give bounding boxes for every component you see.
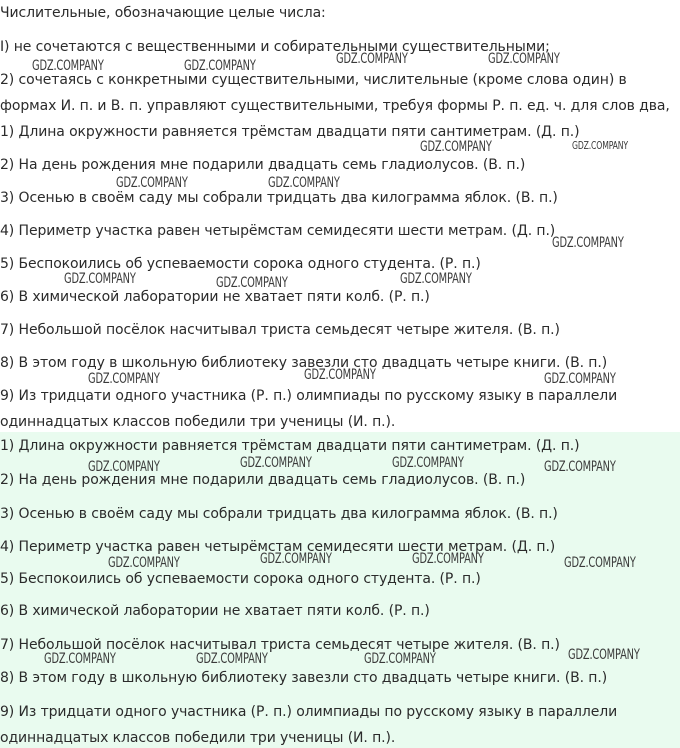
watermark: GDZ.COMPANY [88,371,160,387]
answer-sentence-2: 2) На день рождения мне подарили двадцать семь гладиолусов. (В. п.) [0,472,526,488]
task-sentence-6: 6) В химической лаборатории не хватает пяти колб. (Р. п.) [0,289,430,305]
watermark: GDZ.COMPANY [544,371,616,387]
rule-2-line-2: формах И. п. и В. п. управляют существительными, требуя формы Р. п. ед. ч. для слов два, [0,98,670,114]
answer-sentence-6: 6) В химической лаборатории не хватает пяти колб. (Р. п.) [0,603,430,619]
watermark: GDZ.COMPANY [32,58,104,74]
watermark: GDZ.COMPANY [304,367,376,383]
watermark: GDZ.COMPANY [552,235,624,251]
watermark: GDZ.COMPANY [88,459,160,475]
task-sentence-9-line-2: одиннадцатых классов победили три ученицы (И. п.). [0,414,396,430]
task-sentence-7: 7) Небольшой посёлок насчитывал триста семьдесят четыре жителя. (В. п.) [0,322,560,338]
watermark: GDZ.COMPANY [400,271,472,287]
answer-sentence-7: 7) Небольшой посёлок насчитывал триста семьдесят четыре жителя. (В. п.) [0,637,560,653]
answer-sentence-9-line-2: одиннадцатых классов победили три ученицы (И. п.). [0,730,396,746]
watermark: GDZ.COMPANY [260,551,332,567]
watermark: GDZ.COMPANY [64,271,136,287]
answer-sentence-3: 3) Осенью в своём саду мы собрали тридцать два килограмма яблок. (В. п.) [0,506,558,522]
watermark: GDZ.COMPANY [564,555,636,571]
watermark: GDZ.COMPANY [488,51,560,67]
task-sentence-2: 2) На день рождения мне подарили двадцать семь гладиолусов. (В. п.) [0,157,526,173]
answer-sentence-5: 5) Беспокоились об успеваемости сорока одного студента. (Р. п.) [0,571,481,587]
watermark: GDZ.COMPANY [572,139,628,152]
task-sentence-5: 5) Беспокоились об успеваемости сорока одного студента. (Р. п.) [0,256,481,272]
task-sentence-8: 8) В этом году в школьную библиотеку завезли сто двадцать четыре книги. (В. п.) [0,355,608,371]
watermark: GDZ.COMPANY [108,555,180,571]
watermark: GDZ.COMPANY [568,647,640,663]
watermark: GDZ.COMPANY [268,175,340,191]
watermark: GDZ.COMPANY [240,455,312,471]
watermark: GDZ.COMPANY [364,651,436,667]
rule-1: I) не сочетаются с вещественными и собирательными существительными; [0,39,550,55]
heading: Числительные, обозначающие целые числа: [0,5,326,21]
rule-2-line-1: 2) сочетаясь с конкретными существительными, числительные (кроме слова один) в [0,72,627,88]
task-sentence-9-line-1: 9) Из тридцати одного участника (Р. п.) олимпиады по русскому языку в параллели [0,388,618,404]
watermark: GDZ.COMPANY [336,51,408,67]
watermark: GDZ.COMPANY [392,455,464,471]
watermark: GDZ.COMPANY [412,551,484,567]
watermark: GDZ.COMPANY [44,651,116,667]
watermark: GDZ.COMPANY [216,275,288,291]
answer-sentence-8: 8) В этом году в школьную библиотеку завезли сто двадцать четыре книги. (В. п.) [0,670,608,686]
answer-sentence-4: 4) Периметр участка равен четырёмстам семидесяти шести метрам. (Д. п.) [0,539,556,555]
watermark: GDZ.COMPANY [184,58,256,74]
watermark: GDZ.COMPANY [116,175,188,191]
answer-sentence-1: 1) Длина окружности равняется трёмстам двадцати пяти сантиметрам. (Д. п.) [0,438,580,454]
answer-sentence-9-line-1: 9) Из тридцати одного участника (Р. п.) олимпиады по русскому языку в параллели [0,704,618,720]
task-sentence-3: 3) Осенью в своём саду мы собрали тридцать два килограмма яблок. (В. п.) [0,190,558,206]
task-sentence-1: 1) Длина окружности равняется трёмстам двадцати пяти сантиметрам. (Д. п.) [0,124,580,140]
watermark: GDZ.COMPANY [420,139,492,155]
watermark: GDZ.COMPANY [196,651,268,667]
task-sentence-4: 4) Периметр участка равен четырёмстам семидесяти шести метрам. (Д. п.) [0,223,556,239]
watermark: GDZ.COMPANY [544,459,616,475]
